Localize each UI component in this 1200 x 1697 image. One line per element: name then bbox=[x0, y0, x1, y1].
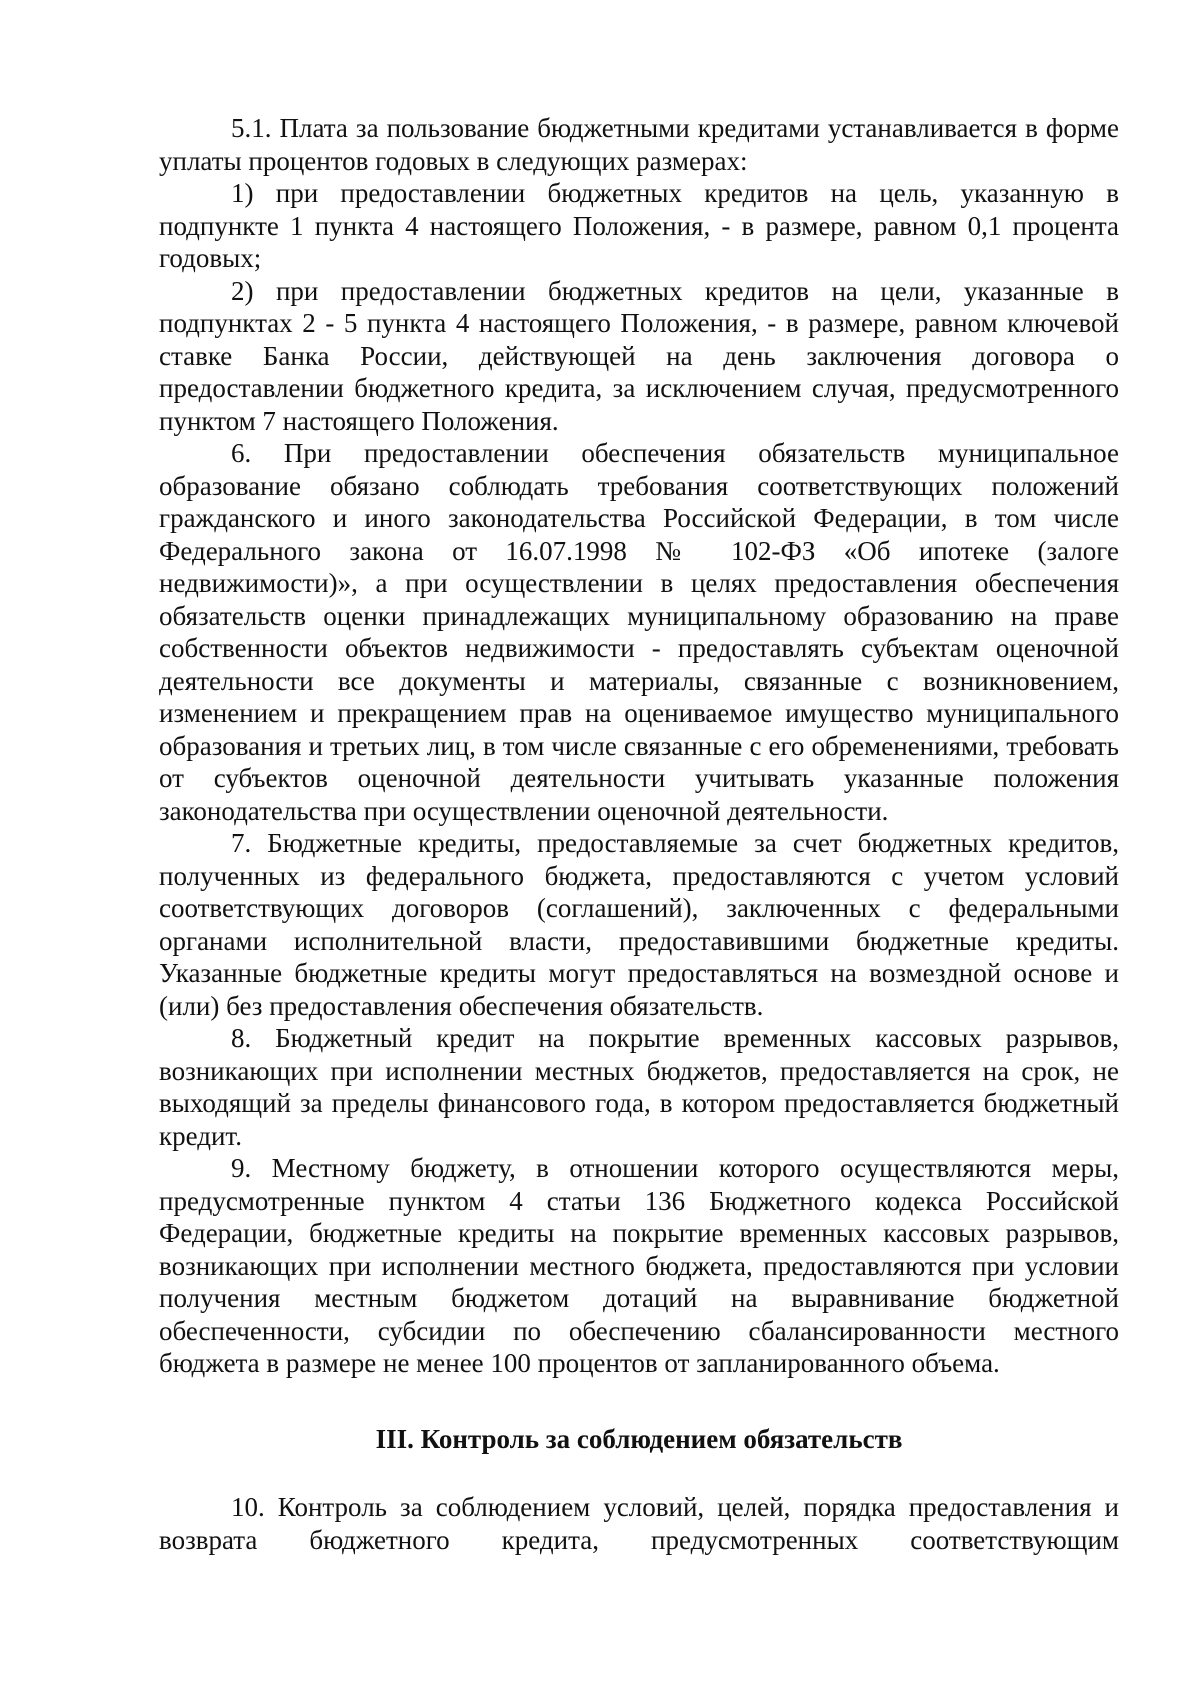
section-heading: III. Контроль за соблюдением обязательств bbox=[375, 1423, 903, 1454]
document-page bbox=[159, 112, 1119, 1556]
paragraph-9: 9. Местному бюджету, в отношении которого осуществляются меры, предусмотренные пунктом 4 статьи 136 Бюджетного кодекса Российской Федерации, бюджетные кредиты на покрытие временных кассовых разрывов, возникающих при исполнении местного бюджета, предоставляются при условии получения местным бюджетом дотаций на выравнивание бюджетной обеспеченности, субсидии по обеспечению сбалансированности местного бюджета в размере не менее 100 процентов от запланированного объема. bbox=[159, 1153, 1119, 1378]
paragraph-5-1: 5.1. Плата за пользование бюджетными кредитами устанавливается в форме уплаты процентов годовых в следующих размерах: bbox=[159, 113, 1119, 176]
paragraph-5-1-item-2: 2) при предоставлении бюджетных кредитов на цели, указанные в подпунктах 2 - 5 пункта 4 настоящего Положения, - в размере, равном ключевой ставке Банка России, действующей на день заключения договора о предоставлении бюджетного кредита, за исключением случая, предусмотренного пунктом 7 настоящего Положения. bbox=[159, 275, 1119, 436]
paragraph-5-1-item-1: 1) при предоставлении бюджетных кредитов на цель, указанную в подпункте 1 пункта 4 настоящего Положения, - в размере, равном 0,1 процента годовых; bbox=[159, 178, 1119, 273]
paragraph-7: 7. Бюджетные кредиты, предоставляемые за счет бюджетных кредитов, полученных из федерального бюджета, предоставляются с учетом условий соответствующих договоров (соглашений), заключенных с федеральными органами исполнительной власти, предоставившими бюджетные кредиты. Указанные бюджетные кредиты могут предоставляться на возмездной основе и (или) без предоставления обеспечения обязательств. bbox=[159, 828, 1119, 1021]
paragraph-6: 6. При предоставлении обеспечения обязательств муниципальное образование обязано соблюдать требования соответствующих положений гражданского и иного законодательства Российской Федерации, в том числе Федерального закона от 16.07.1998 № 102-ФЗ «Об ипотеке (залоге недвижимости)», а при осуществлении в целях предоставления обеспечения обязательств оценки принадлежащих муниципальному образованию на праве собственности объектов недвижимости - предоставлять субъектам оценочной деятельности все документы и материалы, связанные с возникновением, изменением и прекращением прав на оцениваемое имущество муниципального образования и третьих лиц, в том числе связанные с его обременениями, требовать от субъектов оценочной деятельности учитывать указанные положения законодательства при осуществлении оценочной деятельности. bbox=[159, 438, 1119, 826]
paragraph-10: 10. Контроль за соблюдением условий, целей, порядка предоставления и возврата бюджетного кредита, предусмотренных соответствующим bbox=[159, 1492, 1119, 1555]
paragraph-8: 8. Бюджетный кредит на покрытие временных кассовых разрывов, возникающих при исполнении местных бюджетов, предоставляется на срок, не выходящий за пределы финансового года, в котором предоставляется бюджетный кредит. bbox=[159, 1023, 1119, 1151]
